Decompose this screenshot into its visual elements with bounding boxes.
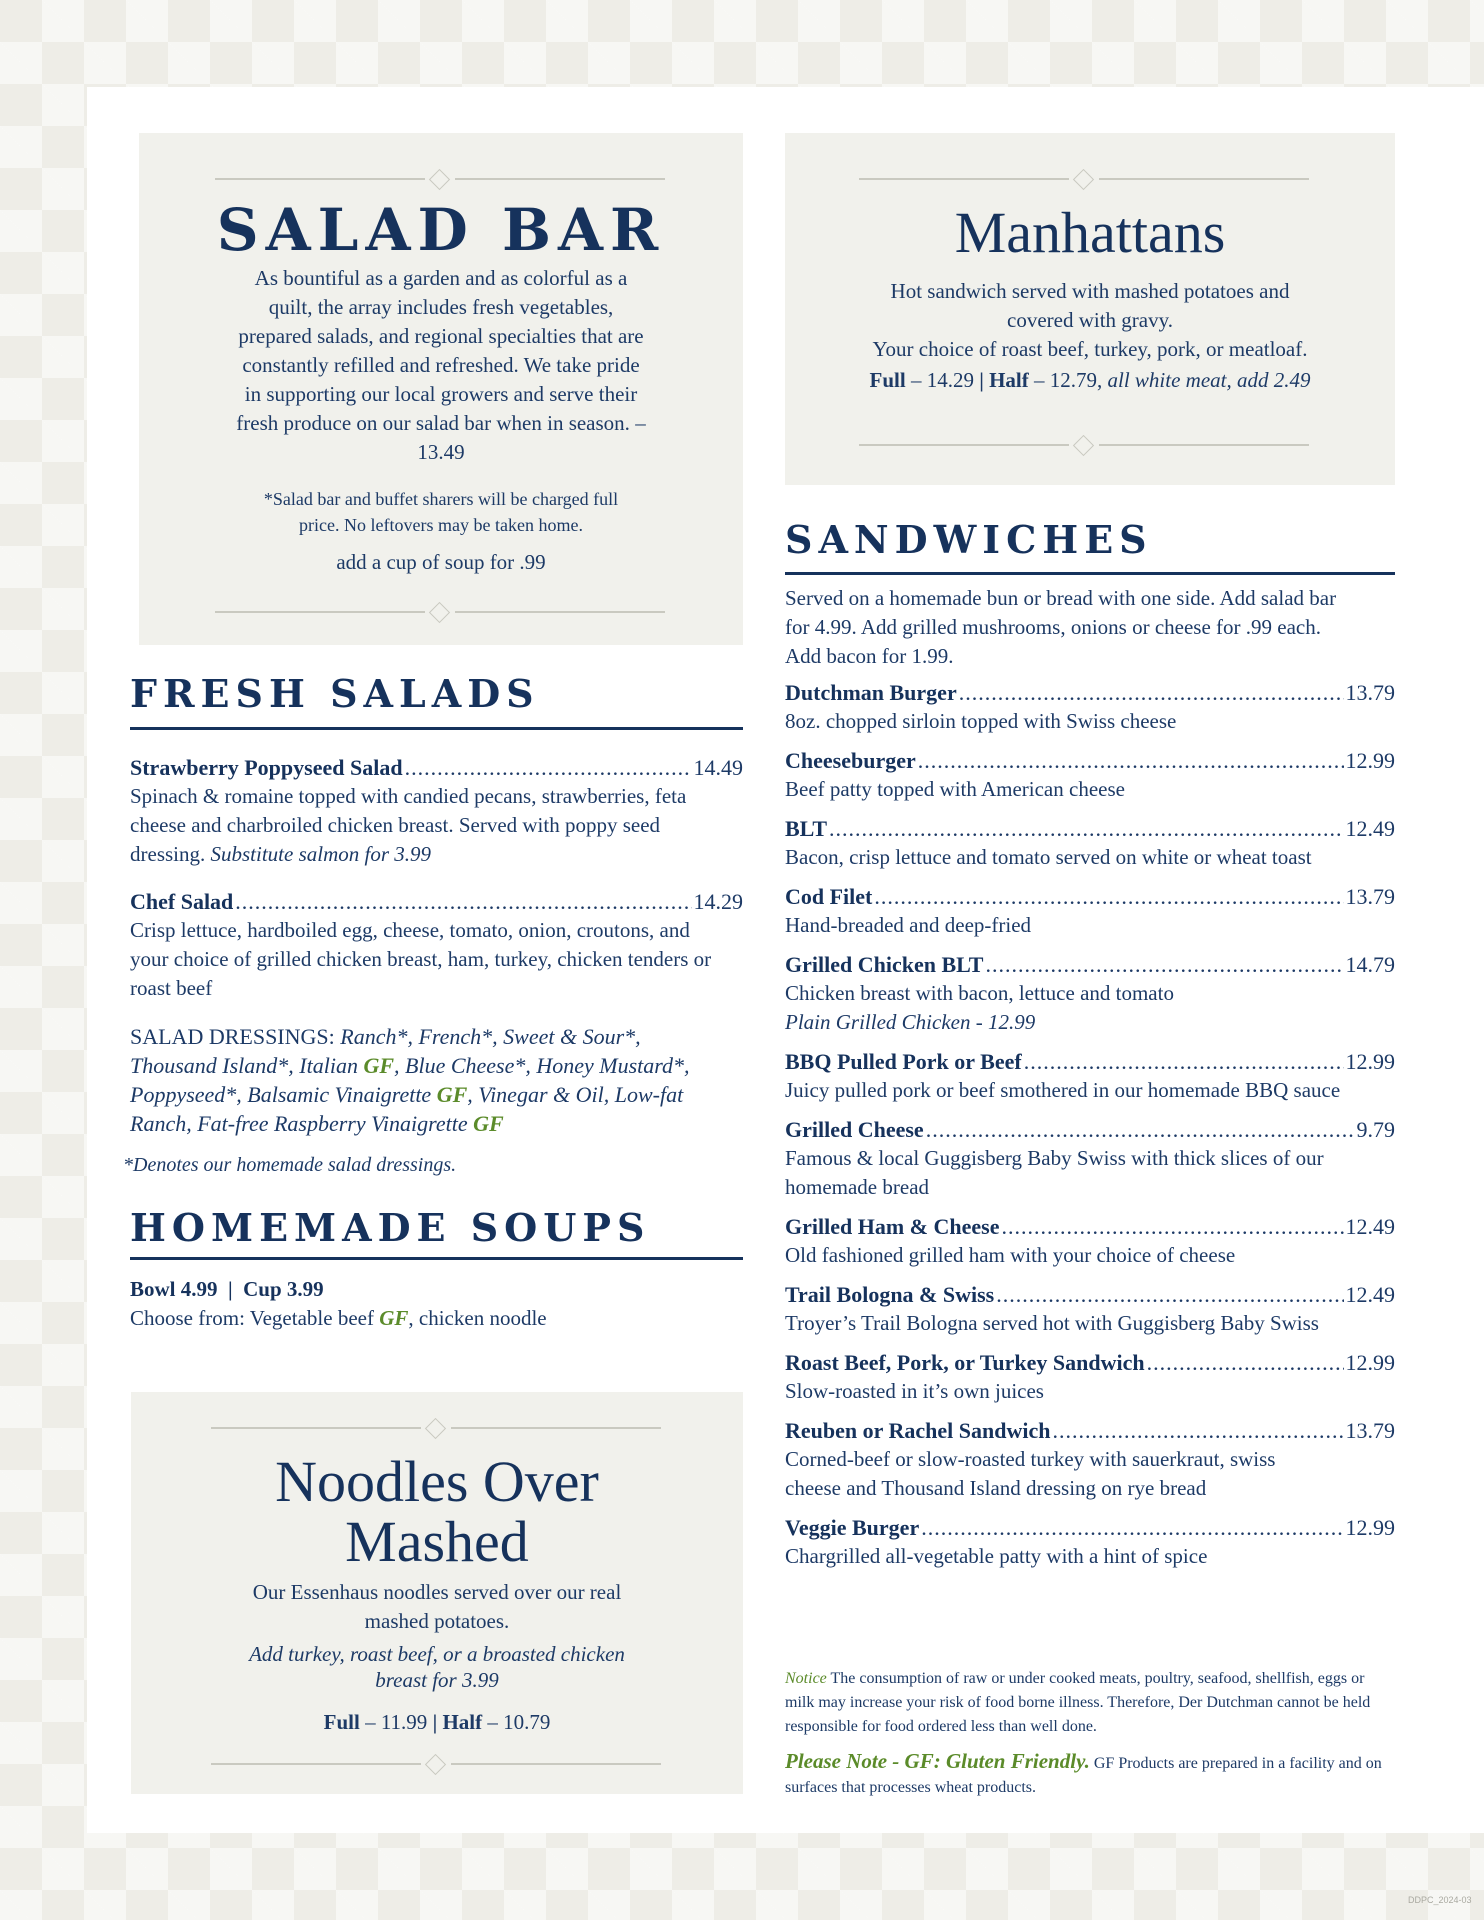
gf-badge: GF — [473, 1111, 504, 1136]
item-description: Old fashioned grilled ham with your choice of cheese — [785, 1243, 1236, 1267]
item-description: 8oz. chopped sirloin topped with Swiss cheese — [785, 709, 1177, 733]
item-price: 13.79 — [1345, 884, 1395, 909]
item-price: 13.79 — [1345, 1418, 1395, 1443]
item-price: 12.99 — [1345, 1049, 1395, 1074]
item-name: BBQ Pulled Pork or Beef — [785, 1049, 1022, 1074]
bottom-ornament — [215, 602, 665, 622]
sandwich-item — [785, 950, 1395, 1047]
item-price: 14.29 — [693, 889, 743, 914]
item-price: 12.49 — [1345, 816, 1395, 841]
item-price: 14.49 — [693, 755, 743, 780]
sandwich-item — [785, 1280, 1395, 1348]
sandwich-item — [785, 1348, 1395, 1416]
manhattans-prices: Full – 14.29 | Half – 12.79, all white meat, add 2.49 — [869, 368, 1311, 392]
item-note: Plain Grilled Chicken - 12.99 — [785, 1010, 1036, 1034]
top-ornament — [859, 169, 1309, 189]
menu-page — [87, 87, 1484, 1833]
salad-bar-title: SALAD BAR — [216, 196, 666, 264]
sandwich-item — [785, 746, 1395, 814]
diamond-icon — [425, 1754, 446, 1775]
item-price: 12.49 — [1345, 1214, 1395, 1239]
item-description: Juicy pulled pork or beef smothered in our homemade BBQ sauce — [785, 1078, 1341, 1102]
item-price: 13.79 — [1345, 680, 1395, 705]
soups-rule — [130, 1257, 743, 1260]
sandwich-item — [785, 1513, 1395, 1581]
footer-code: DDPC_2024-03 — [1408, 1895, 1472, 1905]
item-name: Chef Salad — [130, 889, 234, 914]
salad-item — [130, 887, 743, 1003]
item-name: Veggie Burger — [785, 1515, 920, 1540]
salad-bar-description: As bountiful as a garden and as colorful as a quilt, the array includes fresh vegetables, prepared salads, and regional specialties that are constantly refilled and refreshed. We take pride in supporting our local growers and serve their fresh produce on our salad bar when in season. – 13.49 — [236, 266, 646, 464]
item-description: Beef patty topped with American cheese — [785, 777, 1125, 801]
dressings-footnote: *Denotes our homemade salad dressings. — [123, 1154, 457, 1176]
salad-bar-panel — [139, 133, 743, 645]
item-name: BLT — [785, 816, 828, 841]
item-name: Strawberry Poppyseed Salad — [130, 755, 403, 780]
noodles-addon: Add turkey, roast beef, or a broasted chicken breast for 3.99 — [249, 1642, 625, 1692]
sandwich-list — [785, 678, 1395, 1581]
manhattans-choice: Your choice of roast beef, turkey, pork, or meatloaf. — [872, 337, 1308, 361]
diamond-icon — [429, 169, 450, 190]
sandwiches-title: SANDWICHES — [785, 517, 1153, 562]
item-price: 12.49 — [1345, 1282, 1395, 1307]
top-ornament — [215, 169, 665, 189]
item-name: Grilled Chicken BLT — [785, 952, 984, 977]
sandwich-item — [785, 678, 1395, 746]
gf-notice: Please Note - GF: Gluten Friendly. GF Products are prepared in a facility and on surfaces that processes wheat products. — [785, 1749, 1382, 1796]
sandwich-item — [785, 1416, 1395, 1513]
top-ornament — [211, 1418, 661, 1438]
soup-addon: add a cup of soup for .99 — [336, 550, 546, 574]
item-price: 14.79 — [1345, 952, 1395, 977]
item-description: Corned-beef or slow-roasted turkey with sauerkraut, swiss cheese and Thousand Island dressing on rye bread — [785, 1447, 1276, 1500]
noodles-description: Our Essenhaus noodles served over our real mashed potatoes. — [252, 1580, 622, 1633]
bottom-ornament — [859, 435, 1309, 455]
item-note: Substitute salmon for 3.99 — [210, 842, 432, 866]
item-price: 12.99 — [1345, 1515, 1395, 1540]
item-description: Spinach & romaine topped with candied pecans, strawberries, feta cheese and charbroiled chicken breast. Served with poppy seed dressing. Substitute salmon for 3.99 — [130, 784, 687, 866]
dressings-label: SALAD DRESSINGS: — [130, 1024, 335, 1049]
sandwich-item — [785, 1212, 1395, 1280]
item-price: 12.99 — [1345, 1350, 1395, 1375]
diamond-icon — [425, 1418, 446, 1439]
bottom-ornament — [211, 1754, 661, 1774]
notice-label: Notice — [785, 1670, 827, 1687]
diamond-icon — [1073, 435, 1094, 456]
item-name: Roast Beef, Pork, or Turkey Sandwich — [785, 1350, 1145, 1375]
item-name: Trail Bologna & Swiss — [785, 1282, 995, 1307]
item-price: 9.79 — [1356, 1117, 1395, 1142]
gf-notice-label: Please Note - GF: Gluten Friendly. — [785, 1749, 1090, 1773]
noodles-title: Noodles Over Mashed — [275, 1449, 599, 1574]
fresh-salads-title: FRESH SALADS — [130, 671, 540, 716]
gf-badge: GF — [379, 1306, 409, 1330]
item-name: Cheeseburger — [785, 748, 916, 773]
noodles-prices: Full – 11.99 | Half – 10.79 — [323, 1710, 551, 1734]
sandwiches-intro: Served on a homemade bun or bread with one side. Add salad bar for 4.99. Add grilled mushrooms, onions or cheese for .99 each. Add bacon for 1.99. — [785, 586, 1337, 668]
item-name: Dutchman Burger — [785, 680, 957, 705]
sandwich-item — [785, 1115, 1395, 1212]
item-name: Grilled Cheese — [785, 1117, 924, 1142]
soup-sizes: Bowl 4.99 | Cup 3.99 — [130, 1277, 324, 1301]
manhattans-title: Manhattans — [954, 200, 1226, 265]
manhattans-panel — [785, 133, 1395, 485]
item-description: Bacon, crisp lettuce and tomato served on white or wheat toast — [785, 845, 1312, 869]
diamond-icon — [429, 602, 450, 623]
gf-badge: GF — [363, 1053, 395, 1078]
item-price: 12.99 — [1345, 748, 1395, 773]
item-description: Hand-breaded and deep-fried — [785, 913, 1032, 937]
soups-title: HOMEMADE SOUPS — [130, 1205, 651, 1250]
food-safety-notice: Notice The consumption of raw or under cooked meats, poultry, seafood, shellfish, eggs or milk may increase your risk of food borne illness. Therefore, Der Dutchman cannot be held responsible for food ordered less than well done. — [785, 1670, 1371, 1735]
diamond-icon — [1073, 169, 1094, 190]
salad-item — [130, 753, 743, 869]
noodles-panel — [131, 1392, 743, 1794]
item-description: Slow-roasted in it’s own juices — [785, 1379, 1044, 1403]
item-name: Reuben or Rachel Sandwich — [785, 1418, 1051, 1443]
sandwich-item — [785, 882, 1395, 950]
sandwich-item — [785, 1047, 1395, 1115]
salad-bar-note: *Salad bar and buffet sharers will be charged full price. No leftovers may be taken home. — [263, 489, 619, 535]
soup-choices: Choose from: Vegetable beef GF, chicken noodle — [130, 1306, 547, 1330]
item-description: Crisp lettuce, hardboiled egg, cheese, tomato, onion, croutons, and your choice of grilled chicken breast, ham, turkey, chicken tenders or roast beef — [130, 918, 712, 1000]
item-description: Chargrilled all-vegetable patty with a hint of spice — [785, 1544, 1208, 1568]
salad-bar-price: – 13.49 — [417, 411, 646, 464]
salad-dressings: SALAD DRESSINGS: Ranch*, French*, Sweet & Sour*, Thousand Island*, Italian GF, Blue Cheese*, Honey Mustard*, Poppyseed*, Balsamic Vinaigrette GF, Vinegar & Oil, Low-fat Ranch, Fat-free Raspberry Vinaigrette GF — [130, 1024, 690, 1136]
item-description: Troyer’s Trail Bologna served hot with Guggisberg Baby Swiss — [785, 1311, 1319, 1335]
gf-badge: GF — [436, 1082, 468, 1107]
fresh-salads-rule — [130, 727, 743, 730]
item-name: Grilled Ham & Cheese — [785, 1214, 1000, 1239]
sandwiches-rule — [785, 572, 1395, 575]
item-description: Famous & local Guggisberg Baby Swiss with thick slices of our homemade bread — [785, 1146, 1324, 1199]
manhattans-description: Hot sandwich served with mashed potatoes and covered with gravy. — [890, 279, 1290, 332]
item-name: Cod Filet — [785, 884, 873, 909]
item-description: Chicken breast with bacon, lettuce and tomato — [785, 981, 1174, 1005]
sandwich-item — [785, 814, 1395, 882]
